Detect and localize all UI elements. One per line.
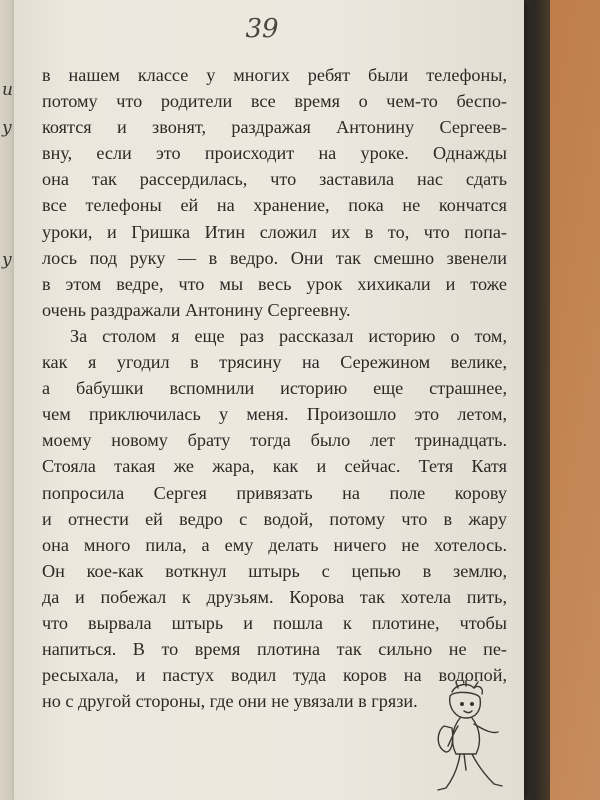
text-line: чем приключилась у меня. Произошло это летом, [42, 404, 507, 425]
text-line: потому что родители все время о чем-то беспо- [42, 91, 507, 112]
text-line: напиться. В то время плотина так сильно не пе- [42, 639, 507, 660]
text-line: что вырвала штырь и пошла к плотине, чтобы [42, 612, 507, 633]
book-page [14, 0, 524, 800]
page-body-text [42, 62, 507, 714]
text-line: да и побежал к друзьям. Корова так хотела пить, [42, 586, 507, 607]
paragraph [42, 62, 507, 323]
boy-running-illustration-icon [422, 680, 522, 800]
text-line: ресыхала, и пастух водил туда коров на водопой, [42, 665, 507, 686]
text-line: моему новому брату тогда было лет тринадцать. [42, 430, 507, 451]
text-line: очень раздражали Антонину Сергеевну. [42, 299, 351, 320]
text-line: Стояла такая же жара, как и сейчас. Тетя Катя [42, 456, 507, 477]
text-line: вну, если это происходит на уроке. Однажды [42, 143, 507, 164]
text-line: как я угодил в трясину на Сережином велике, [42, 352, 507, 373]
text-line: и отнести ей ведро с водой, потому что в жару [42, 508, 507, 529]
left-page-fragment: у [2, 250, 12, 270]
text-line: попросила Сергея привязать на поле корову [42, 482, 507, 503]
text-line: коятся и звонят, раздражая Антонину Сергеев- [42, 117, 507, 138]
text-line: в нашем классе у многих ребят были телефоны, [42, 65, 507, 85]
text-line: а бабушки вспомнили историю еще страшнее, [42, 378, 507, 399]
left-page-fragment: у [2, 118, 12, 138]
text-line: уроки, и Гришка Итин сложил их в то, что попа- [42, 221, 507, 242]
text-line: в этом ведре, что мы весь урок хихикали и тоже [42, 273, 507, 294]
left-page-fragment: и [2, 80, 13, 100]
paragraph [42, 323, 507, 714]
text-line: она много пила, а ему делать ничего не хотелось. [42, 534, 507, 555]
page-number: 39 [245, 14, 279, 44]
text-line: все телефоны ей на хранение, пока не кончатся [42, 195, 507, 216]
text-line: Он кое-как воткнул штырь с цепью в землю, [42, 560, 507, 581]
text-line: лось под руку — в ведро. Они так смешно звенели [42, 247, 507, 268]
text-line: она так рассердилась, что заставила нас сдать [42, 169, 507, 190]
text-line: За столом я еще раз рассказал историю о том, [70, 325, 507, 346]
text-line: но с другой стороны, где они не увязали в грязи. [42, 691, 418, 712]
